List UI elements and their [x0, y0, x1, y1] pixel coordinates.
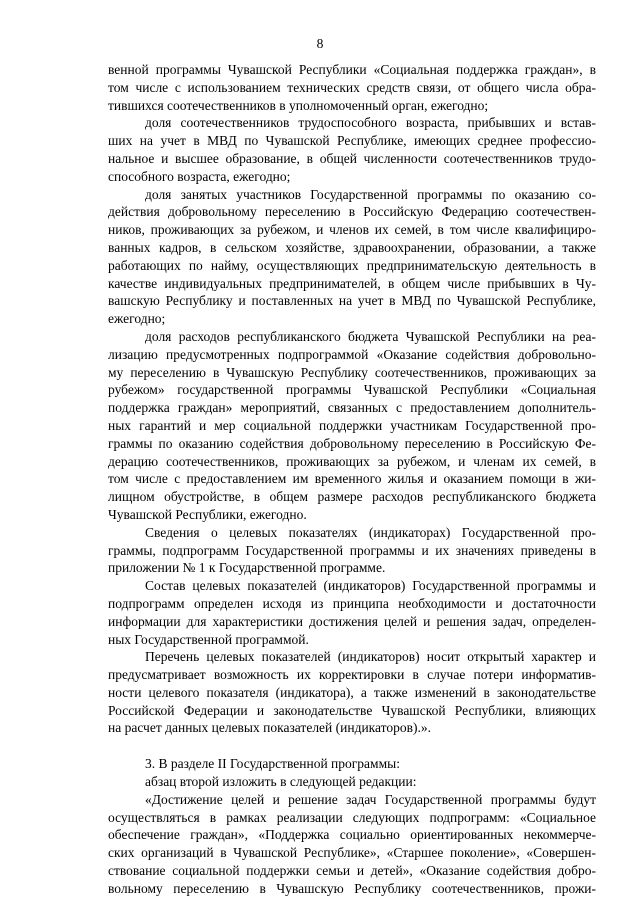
text-line: ских организаций в Чувашской Республике», «Старшее поколение», «Совершен-: [108, 845, 596, 861]
text-line: вашскую Республику и поставленных на учет в МВД по Чувашской Республике,: [108, 293, 596, 309]
text-line: Состав целевых показателей (индикаторов) Государственной программы и: [145, 578, 596, 594]
text-line: доля занятых участников Государственной программы по оказанию со-: [145, 186, 596, 202]
text-line: лищном обустройстве, в общем размере расходов республиканского бюджета: [108, 489, 596, 505]
text-line: нальное и высшее образование, в общей численности соотечественников трудо-: [108, 150, 596, 166]
page-number: 8: [316, 36, 324, 51]
text-line: качестве индивидуальных предпринимателей, в общем числе прибывших в Чу-: [108, 275, 596, 291]
text-line: ванных кадров, в сельском хозяйстве, здравоохранении, образовании, а также: [108, 239, 596, 255]
text-line: доля соотечественников трудоспособного возраста, прибывших и встав-: [145, 115, 596, 131]
text-line: абзац второй изложить в следующей редакции:: [145, 774, 417, 790]
text-line: вольному переселению в Чувашскую Республику соотечественников, прожи-: [108, 880, 596, 896]
text-line: Сведения о целевых показателях (индикаторах) Государственной про-: [145, 524, 596, 540]
text-line: дерацию соотечественников, проживающих за рубежом, и членам их семей, в: [108, 453, 596, 469]
text-line: рубежом» государственной программы Чувашской Республики «Социальная: [108, 382, 596, 398]
paragraph-gap: [108, 737, 596, 755]
text-line: осуществляться в рамках реализации следующих подпрограмм: «Социальное: [108, 809, 596, 825]
text-line: приложении № 1 к Государственной программе.: [108, 560, 386, 576]
document-body: [108, 61, 596, 898]
text-line: доля расходов республиканского бюджета Чувашской Республики на реа-: [145, 328, 596, 344]
text-line: ности целевого показателя (индикатора), а также изменений в законодательстве: [108, 684, 596, 700]
text-line: тившихся соотечественников в уполномоченный орган, ежегодно;: [108, 97, 489, 113]
text-line: информации для характеристики достижения целей и решения задач, определен-: [108, 613, 596, 629]
text-line: том числе с предоставлением им временного жилья и оказанием помощи в жи-: [108, 471, 596, 487]
text-line: ших на учет в МВД по Чувашской Республике, имеющих среднее профессио-: [108, 133, 596, 149]
text-line: ных Государственной программой.: [108, 631, 309, 647]
text-line: на расчет данных целевых показателей (индикаторов).».: [108, 720, 432, 736]
text-line: том числе с использованием технических средств связи, от общего числа обра-: [108, 79, 596, 95]
text-line: Чувашской Республики, ежегодно.: [108, 506, 307, 522]
text-line: лизацию предусмотренных подпрограммой «Оказание содействия добровольно-: [108, 346, 596, 362]
text-line: действия добровольному переселению в Российскую Федерацию соотечествен-: [108, 204, 596, 220]
text-line: 3. В разделе II Государственной программы:: [145, 756, 400, 772]
text-line: граммы по оказанию содействия добровольному переселению в Российскую Фе-: [108, 435, 596, 451]
text-line: граммы, подпрограмм Государственной программы и их значениях приведены в: [108, 542, 596, 558]
text-line: венной программы Чувашской Республики «Социальная поддержка граждан», в: [108, 62, 596, 77]
text-line: Российской Федерации и законодательстве Чувашской Республики, влияющих: [108, 702, 596, 718]
text-line: предусматривает возможность их корректировки в случае потери информатив-: [108, 667, 596, 683]
text-line: работающих по найму, осуществляющих предпринимательскую деятельность в: [108, 257, 596, 273]
text-line: ствование социальной поддержки семьи и детей», «Оказание содействия добро-: [108, 863, 596, 879]
text-line: подпрограмм определен исходя из принципа необходимости и достаточности: [108, 595, 596, 611]
text-line: ников, проживающих за рубежом, и членов их семей, в том числе квалифициро-: [108, 222, 596, 238]
text-line: Перечень целевых показателей (индикаторов) носит открытый характер и: [145, 649, 596, 665]
text-line: поддержка граждан» мероприятий, связанных с предоставлением дополнитель-: [108, 400, 596, 416]
text-line: «Достижение целей и решение задач Государственной программы будут: [145, 791, 596, 807]
text-line: ежегодно;: [108, 311, 166, 327]
text-line: ных гарантий и мер социальной поддержки участникам Государственной про-: [108, 417, 596, 433]
text-line: способного возраста, ежегодно;: [108, 168, 291, 184]
text-line: обеспечение граждан», «Поддержка социально ориентированных некоммерче-: [108, 827, 596, 843]
text-line: му переселению в Чувашскую Республику соотечественников, проживающих за: [108, 364, 596, 380]
